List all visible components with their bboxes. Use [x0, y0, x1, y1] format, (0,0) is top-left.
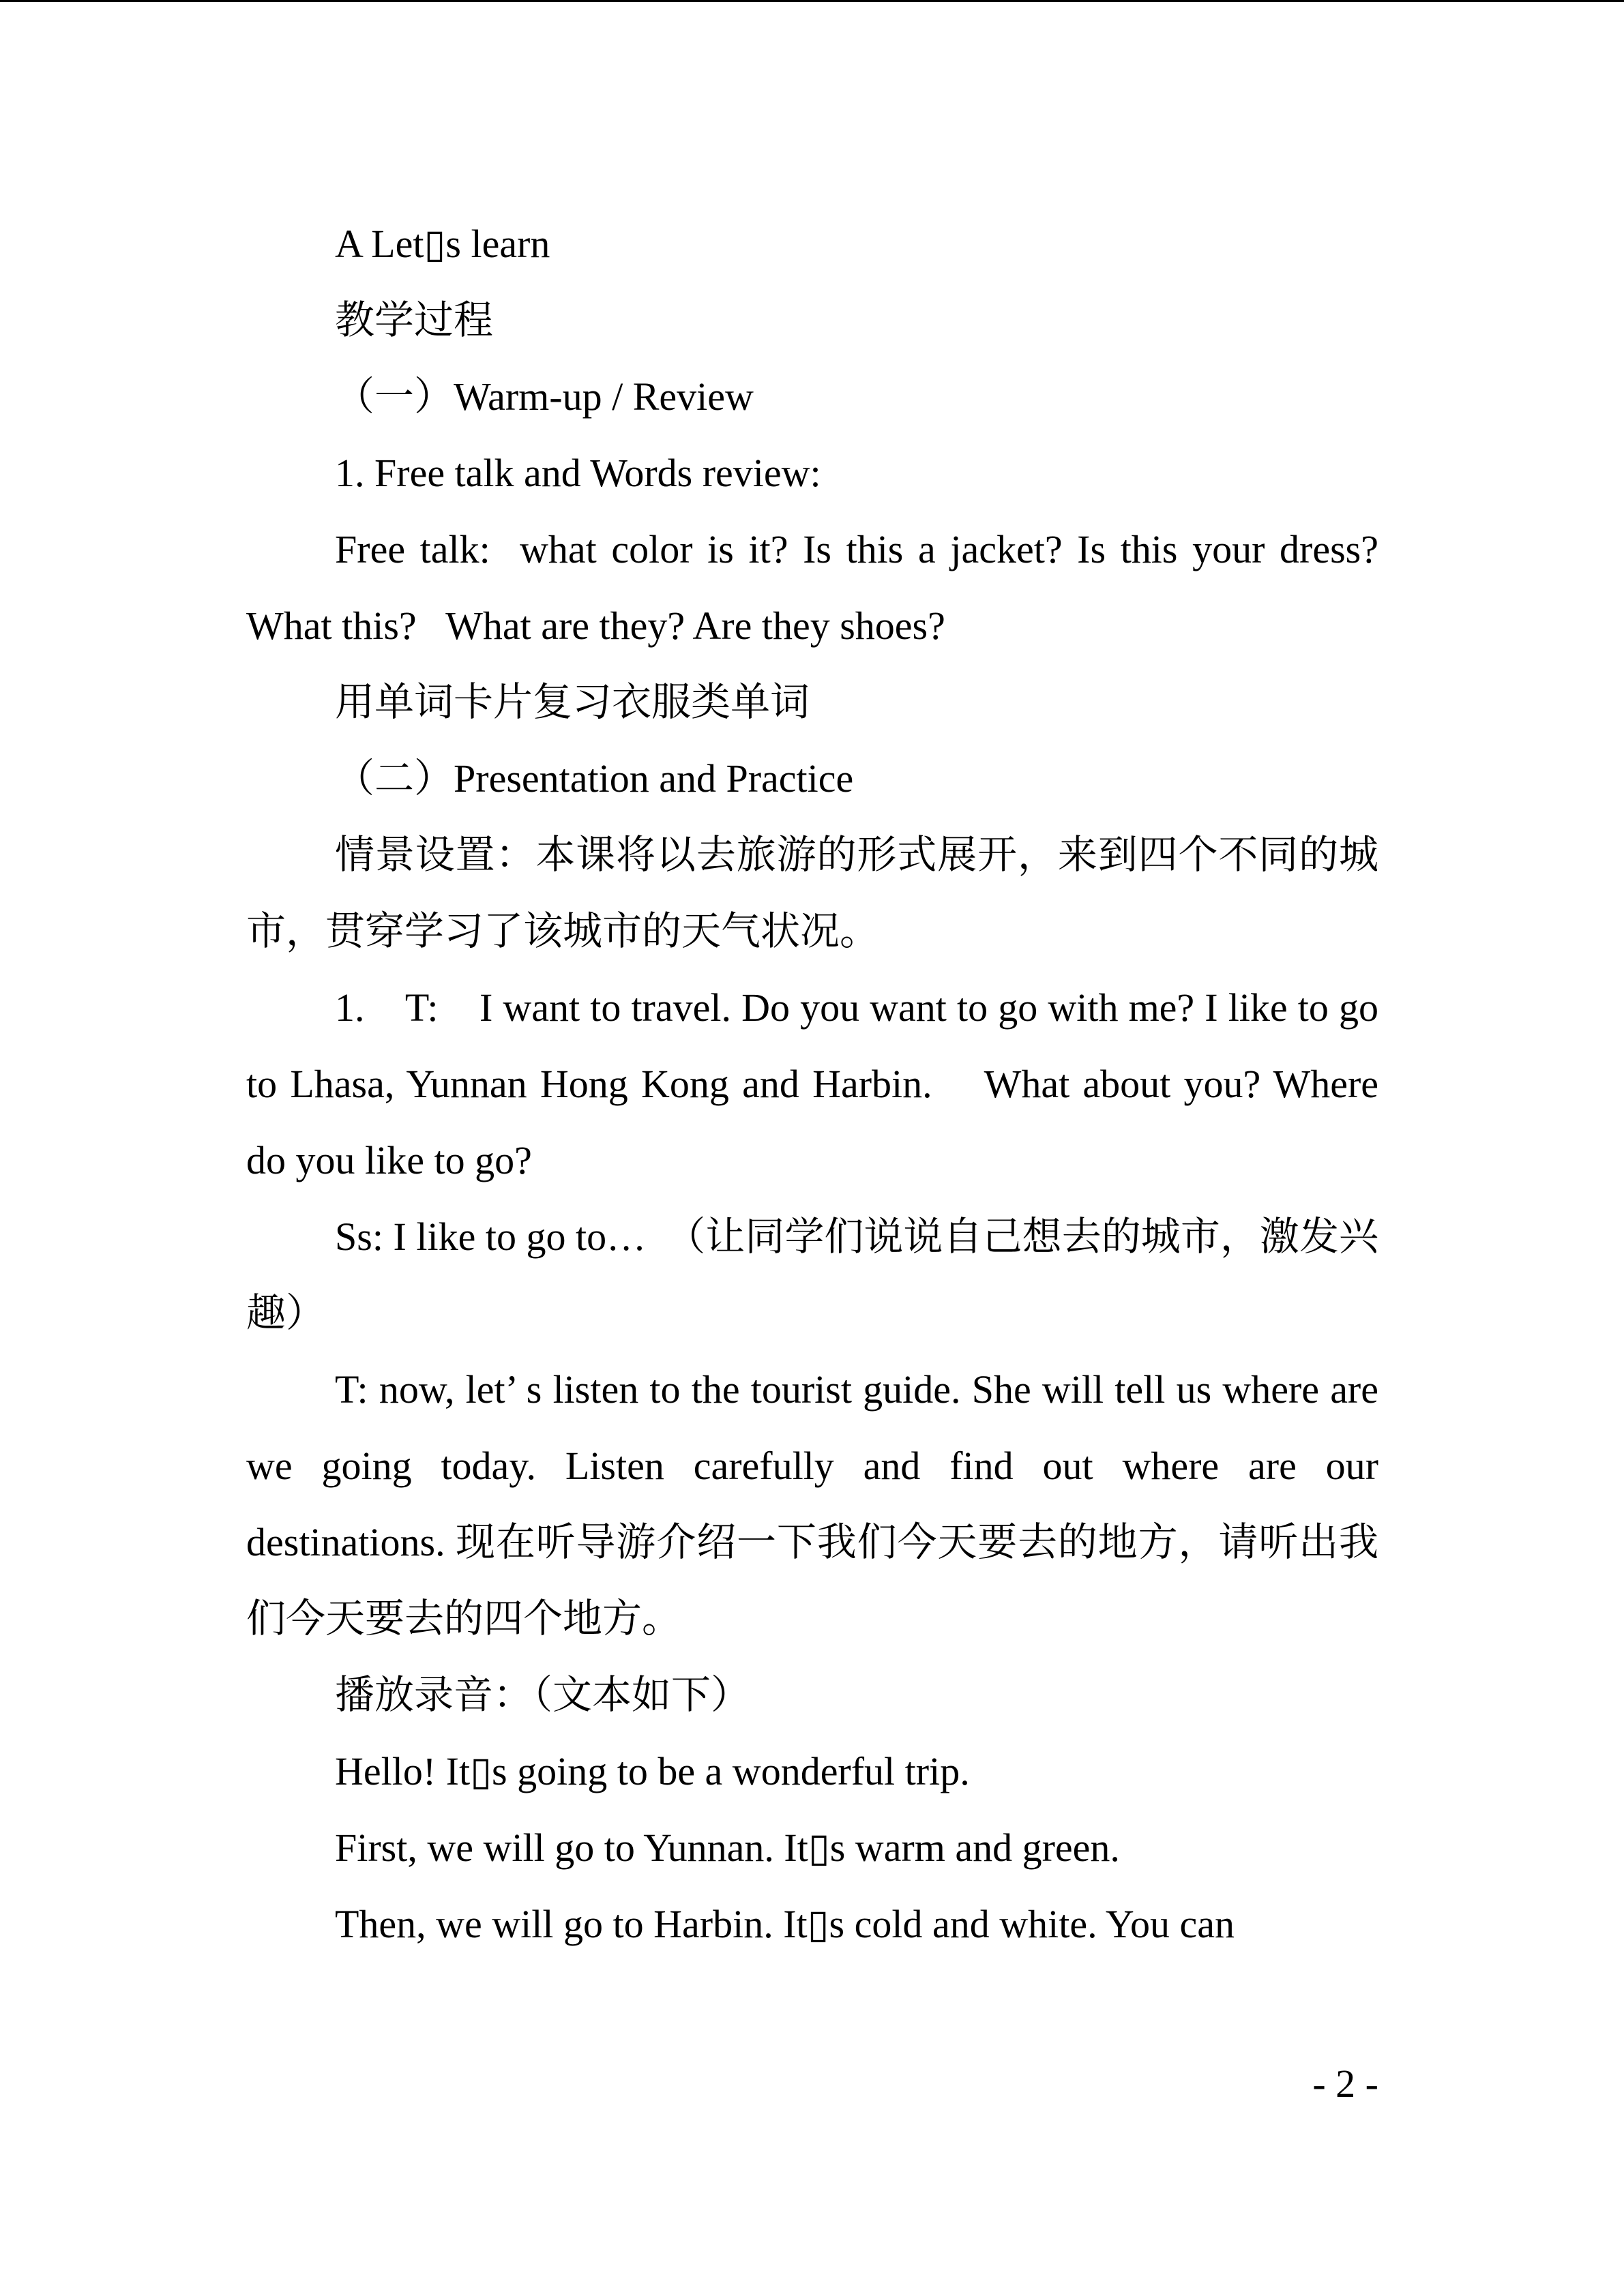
recording-line-2: First, we will go to Yunnan. It▯s warm and green. [335, 1825, 1120, 1870]
tourist-guide-instruction: T: now, let’ s listen to the tourist guide. She will tell us where are we going today. Listen carefully and find out where are our destinations. 现在听导游介绍一下我们今天要去的地方，请听出我们今天要去的四个地方。 [246, 1367, 1389, 1641]
lesson-heading: A Let▯s learn [335, 222, 550, 266]
word-card-review: 用单词卡片复习衣服类单词 [335, 680, 810, 724]
recording-line-1: Hello! It▯s going to be a wonderful trip. [335, 1749, 970, 1793]
section-heading-warm-up: （一）Warm-up / Review [335, 374, 754, 419]
top-border-line [0, 0, 1624, 2]
page-number: - 2 - [1312, 2061, 1378, 2106]
document-body [246, 206, 1389, 1963]
teacher-travel-intro: 1. T: I want to travel. Do you want to go with me? I like to go to Lhasa, Yunnan Hong Kong and Harbin. What about you? Where do you like to go? [246, 985, 1389, 1182]
free-talk-questions: Free talk: what color is it? Is this a jacket? Is this your dress? What this? What are they? Are they shoes? [246, 527, 1388, 648]
recording-line-3: Then, we will go to Harbin. It▯s cold and white. You can [335, 1902, 1235, 1946]
recording-label: 播放录音：（文本如下） [335, 1673, 751, 1717]
scenario-setup: 情景设置：本课将以去旅游的形式展开，来到四个不同的城市，贯穿学习了该城市的天气状况。 [246, 833, 1378, 953]
students-response: Ss: I like to go to… （让同学们说说自己想去的城市，激发兴趣） [246, 1214, 1378, 1335]
section-title-teaching-process: 教学过程 [335, 298, 494, 342]
section-heading-presentation: （二）Presentation and Practice [335, 756, 854, 801]
step-free-talk: 1. Free talk and Words review: [335, 451, 821, 495]
